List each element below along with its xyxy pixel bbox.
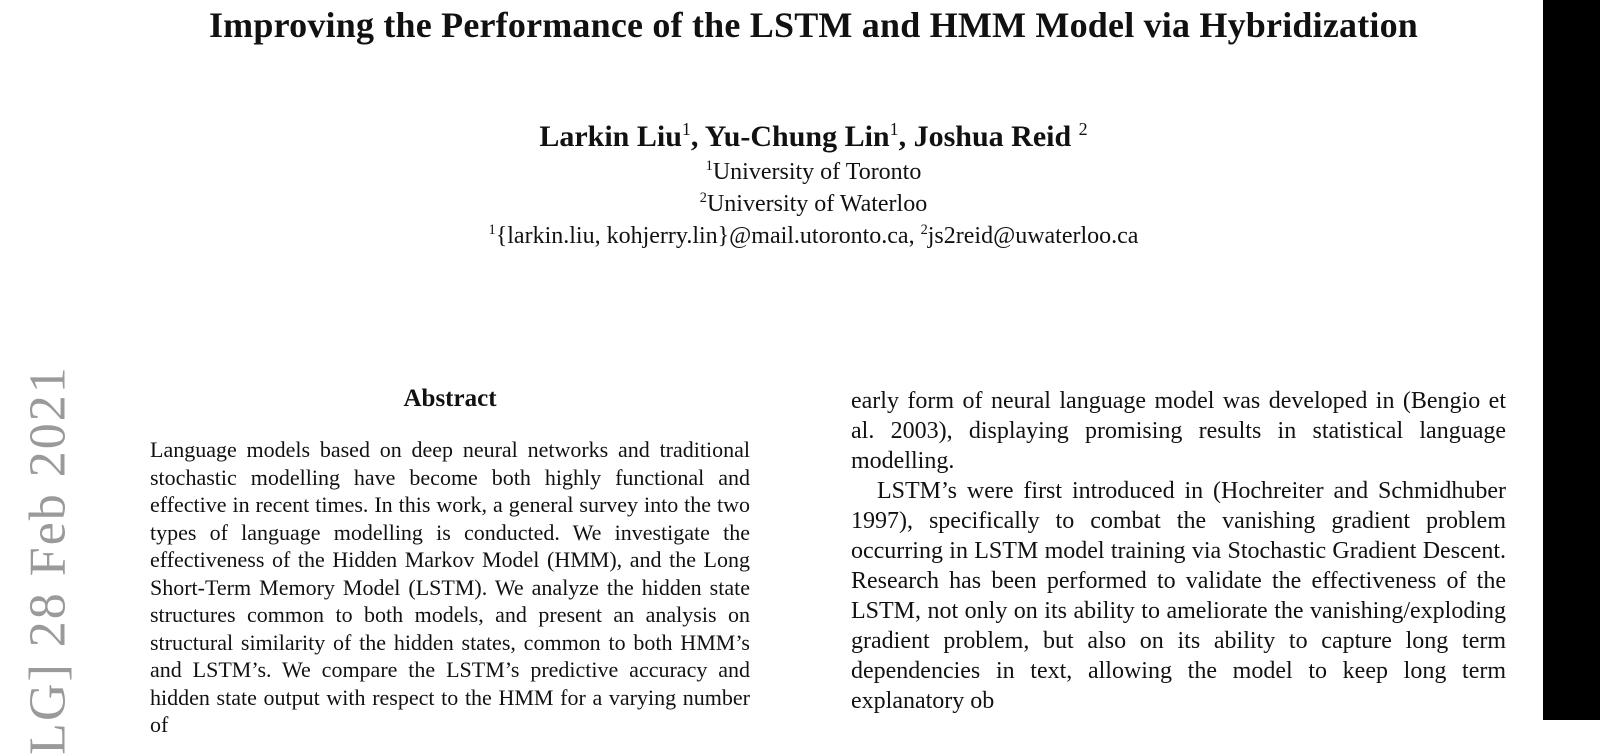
affiliation-mark: 1 xyxy=(705,158,713,174)
author-affiliation-mark: 1 xyxy=(889,119,899,139)
body-paragraph: early form of neural language model was developed in (Bengio et al. 2003), displaying promising results in statistical language modelling. xyxy=(851,388,1506,474)
affiliation xyxy=(0,157,1600,187)
author-emails xyxy=(0,221,1600,251)
email-group: {larkin.liu, kohjerry.lin}@mail.utoronto.ca, xyxy=(495,223,915,249)
author-affiliation-mark: 1 xyxy=(681,119,691,139)
email-address: js2reid@uwaterloo.ca xyxy=(927,223,1139,249)
right-column xyxy=(851,386,1506,716)
author-affiliation-mark: 2 xyxy=(1078,119,1088,139)
affiliation-name: University of Toronto xyxy=(712,159,922,185)
email-affiliation-mark: 2 xyxy=(920,222,928,238)
abstract-heading: Abstract xyxy=(403,385,497,412)
author-name: Joshua Reid xyxy=(913,120,1072,153)
affiliation-name: University of Waterloo xyxy=(706,191,928,217)
right-margin-bar xyxy=(1543,0,1600,720)
body-paragraph: LSTM’s were first introduced in (Hochreiter and Schmidhuber 1997), specifically to combat the vanishing gradient problem occurring in LSTM model training via Stochastic Gradient Descent. Research has been performed to validate the effectiveness of the LSTM, not only on its ability to ameliorate the vanishing/exploding gradient problem, but also on its ability to capture long term dependencies in text, allowing the model to keep long term explanatory ob xyxy=(851,478,1506,714)
affiliation xyxy=(0,189,1600,219)
author-name: Larkin Liu xyxy=(539,120,682,153)
author-list: Larkin Liu$^1$, Yu-Chung Lin$^1$, Joshua Reid $^2$ xyxy=(539,119,1088,153)
author-name: Yu-Chung Lin xyxy=(704,120,890,153)
email-affiliation-mark: 1 xyxy=(488,222,496,238)
abstract-text: Language models based on deep neural networks and traditional stochastic modelling have become both highly functional and effective in recent times. In this work, a general survey into the two types of language modelling is conducted. We investigate the effectiveness of the Hidden Markov Model (HMM), and the Long Short-Term Memory Model (LSTM). We analyze the hidden state structures common to both models, and present an analysis on structural similarity of the hidden states, common to both HMM’s and LSTM’s. We compare the LSTM’s predictive accuracy and hidden state output with respect to the HMM for a varying number of xyxy=(150,437,750,737)
arxiv-side-stamp: LG] 28 Feb 2021 xyxy=(19,365,77,755)
affiliation-mark: 2 xyxy=(699,190,707,206)
paper-title: Improving the Performance of the LSTM and HMM Model via Hybridization xyxy=(208,5,1419,45)
